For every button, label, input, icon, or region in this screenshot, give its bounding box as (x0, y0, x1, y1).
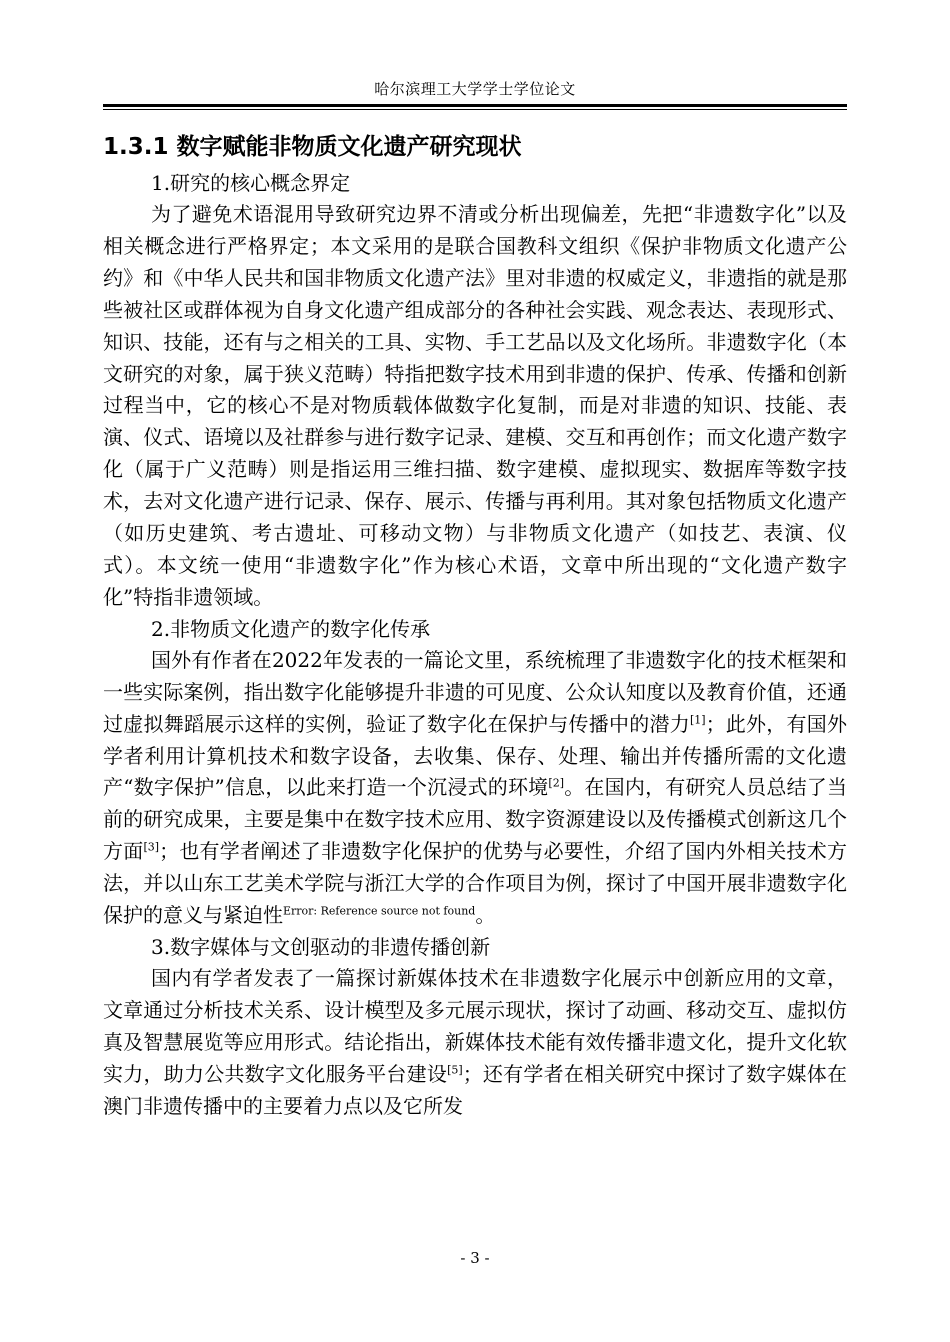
subsection-heading-2: 2.非物质文化遗产的数字化传承 (151, 616, 431, 641)
header-rule-thin (103, 109, 847, 110)
text-segment: 。在国内，有研究人员总结了当前的研究成果，主要是集中在数字技术应用、数字资源建设以及传播模式创新这几个方面 (103, 775, 848, 864)
citation-ref-5[interactable]: [5] (447, 1063, 463, 1076)
section-title: 1.3.1 数字赋能非物质文化遗产研究现状 (103, 134, 522, 160)
page-number: - 3 - (460, 1249, 490, 1267)
header-rule-thick (103, 104, 847, 107)
citation-ref-1[interactable]: [1] (689, 712, 706, 726)
text-segment: ；也有学者阐述了非遗数字化保护的优势与必要性，介绍了国内外相关技术方法，并以山东工艺美术学院与浙江大学的合作项目为例，探讨了中国开展非遗数字化保护的意义与紧迫性 (103, 839, 848, 928)
text-segment: 国内有学者发表了一篇探讨新媒体技术在非遗数字化展示中创新应用的文章，文章通过分析技术关系、设计模型及多元展示现状，探讨了动画、移动交互、虚拟仿真及智慧展览等应用形式。结论指出，新媒体技术能有效传播非遗文化，提升文化软实力，助力公共数字文化服务平台建设 (103, 965, 847, 1086)
subsection-heading-3: 3.数字媒体与文创驱动的非遗传播创新 (151, 934, 491, 959)
subsection-heading-1: 1.研究的核心概念界定 (151, 171, 351, 195)
citation-ref-error[interactable]: Error: Reference source not found (283, 904, 476, 918)
paragraph-1: 为了避免术语混用导致研究边界不清或分析出现偏差，先把“非遗数字化”以及相关概念进行严格界定；本文采用的是联合国教科文组织《保护非物质文化遗产公约》和《中华人民共和国非物质文化遗产法》里对非遗的权威定义，非遗指的就是那些被社区或群体视为自身文化遗产组成部分的各种社会实践、观念表达、表现形式、知识、技能，还有与之相关的工具、实物、手工艺品以及文化场所。非遗数字化（本文研究的对象，属于狭义范畴）特指把数字技术用到非遗的保护、传承、传播和创新过程当中，它的核心不是对物质载体做数字化复制，而是对非遗的知识、技能、表演、仪式、语境以及社群参与进行数字记录、建模、交互和再创作；而文化遗产数字化（属于广义范畴）则是指运用三维扫描、数字建模、虚拟现实、数据库等数字技术，去对文化遗产进行记录、保存、展示、传播与再利用。其对象包括物质文化遗产（如历史建筑、考古遗址、可移动文物）与非物质文化遗产（如技艺、表演、仪式）。本文统一使用“非遗数字化”作为核心术语，文章中所出现的“文化遗产数字化”特指非遗领域。 (103, 202, 847, 609)
citation-ref-3[interactable]: [3] (143, 840, 160, 854)
text-segment: ；此外，有国外学者利用计算机技术和数字设备，去收集、保存、处理、输出并传播所需的文化遗产“数字保护”信息，以此来打造一个沉浸式的环境 (103, 711, 848, 800)
text-segment: 。 (475, 903, 496, 928)
paragraph-2 (103, 645, 847, 932)
text-segment: ；还有学者在相关研究中探讨了数字媒体在澳门非遗传播中的主要着力点以及它所发 (103, 1061, 848, 1118)
citation-ref-2[interactable]: [2] (548, 776, 564, 790)
body-content (103, 130, 847, 1122)
text-segment: 国外有作者在2022年发表的一篇论文里，系统梳理了非遗数字化的技术框架和一些实际案例，指出数字化能够提升非遗的可见度、公众认知度以及教育价值，还通过虚拟舞蹈展示这样的实例，验证了数字化在保护与传播中的潜力 (103, 647, 847, 736)
paragraph-3 (103, 963, 847, 1123)
running-header: 哈尔滨理工大学学士学位论文 (374, 80, 576, 98)
